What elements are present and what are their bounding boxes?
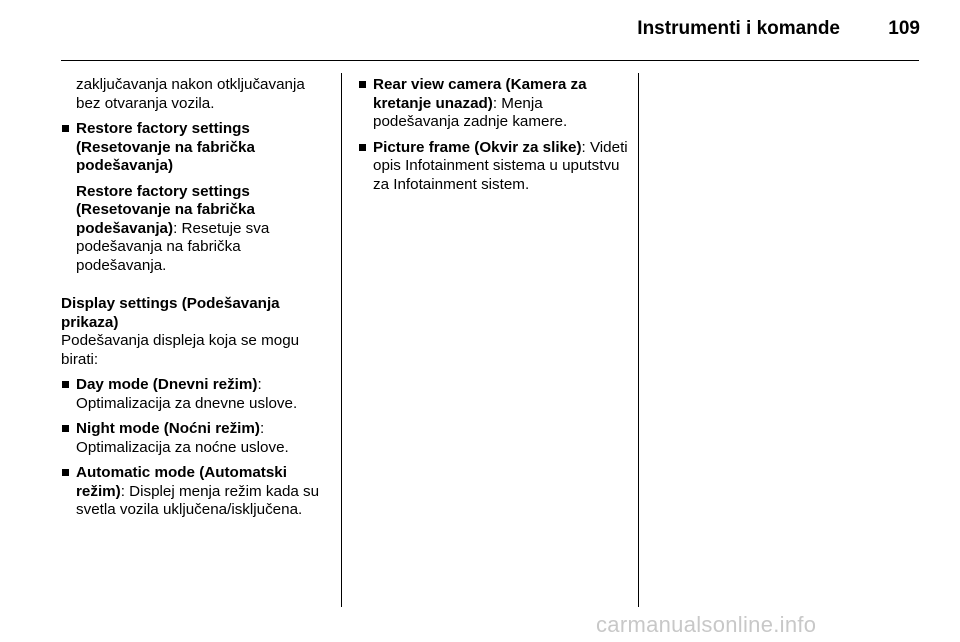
list-item-automatic-mode: [61, 464, 333, 520]
continuation-text: zaključavanja nakon otključavanja bez otvaranja vozila.: [76, 76, 305, 112]
display-intro: Podešavanja displeja koja se mogu birati:: [61, 332, 300, 368]
list-item-title: Rear view camera (Kamera za kretanje unazad): [373, 76, 587, 112]
watermark-link[interactable]: carmanualsonline.info: [596, 612, 817, 637]
list-item-title: Night mode (Noćni režim): [76, 420, 260, 437]
list-item-title: Day mode (Dnevni režim): [76, 376, 258, 393]
restore-description: [61, 183, 333, 276]
list-item-text: : Displej menja režim kada su svetla vozila uključena/isključena.: [76, 482, 320, 518]
list-item-picture-frame: [358, 139, 630, 195]
list-item-restore-factory: [61, 120, 333, 176]
list-item-title: Restore factory settings (Resetovanje na fabrička podešavanja): [76, 120, 255, 174]
list-item-title: Automatic mode (Automatski režim): [76, 464, 287, 500]
restore-sub-text: : Resetuje sva podešavanja na fabrička podešavanja.: [76, 219, 270, 274]
restore-sub-title: Restore factory settings (Resetovanje na fabrička podešavanja): [76, 182, 255, 237]
header-rule: [61, 60, 919, 61]
list-item-text: : Optimalizacija za noćne uslove.: [76, 420, 289, 456]
middle-column: [358, 76, 630, 201]
left-column: [61, 76, 333, 527]
list-item-text: : Optimalizacija za dnevne uslove.: [76, 376, 298, 412]
list-item-night-mode: [61, 420, 333, 457]
chapter-title: Instrumenti i komande: [637, 18, 840, 39]
list-item-day-mode: [61, 376, 333, 413]
list-item-title: Picture frame (Okvir za slike): [373, 138, 582, 156]
page-header: [0, 0, 960, 62]
column-divider-right: [638, 73, 639, 607]
column-divider-left: [341, 73, 342, 607]
list-item-rear-view-camera: [358, 76, 630, 132]
section-heading-display-settings: Display settings (Podešavanja prikaza): [61, 295, 280, 331]
list-item-text: : Menja podešavanja zadnje kamere.: [373, 94, 568, 130]
page-number: 109: [888, 18, 920, 39]
list-item-text: : Videti opis Infotainment sistema u uputstvu za Infotainment sistem.: [373, 138, 628, 193]
